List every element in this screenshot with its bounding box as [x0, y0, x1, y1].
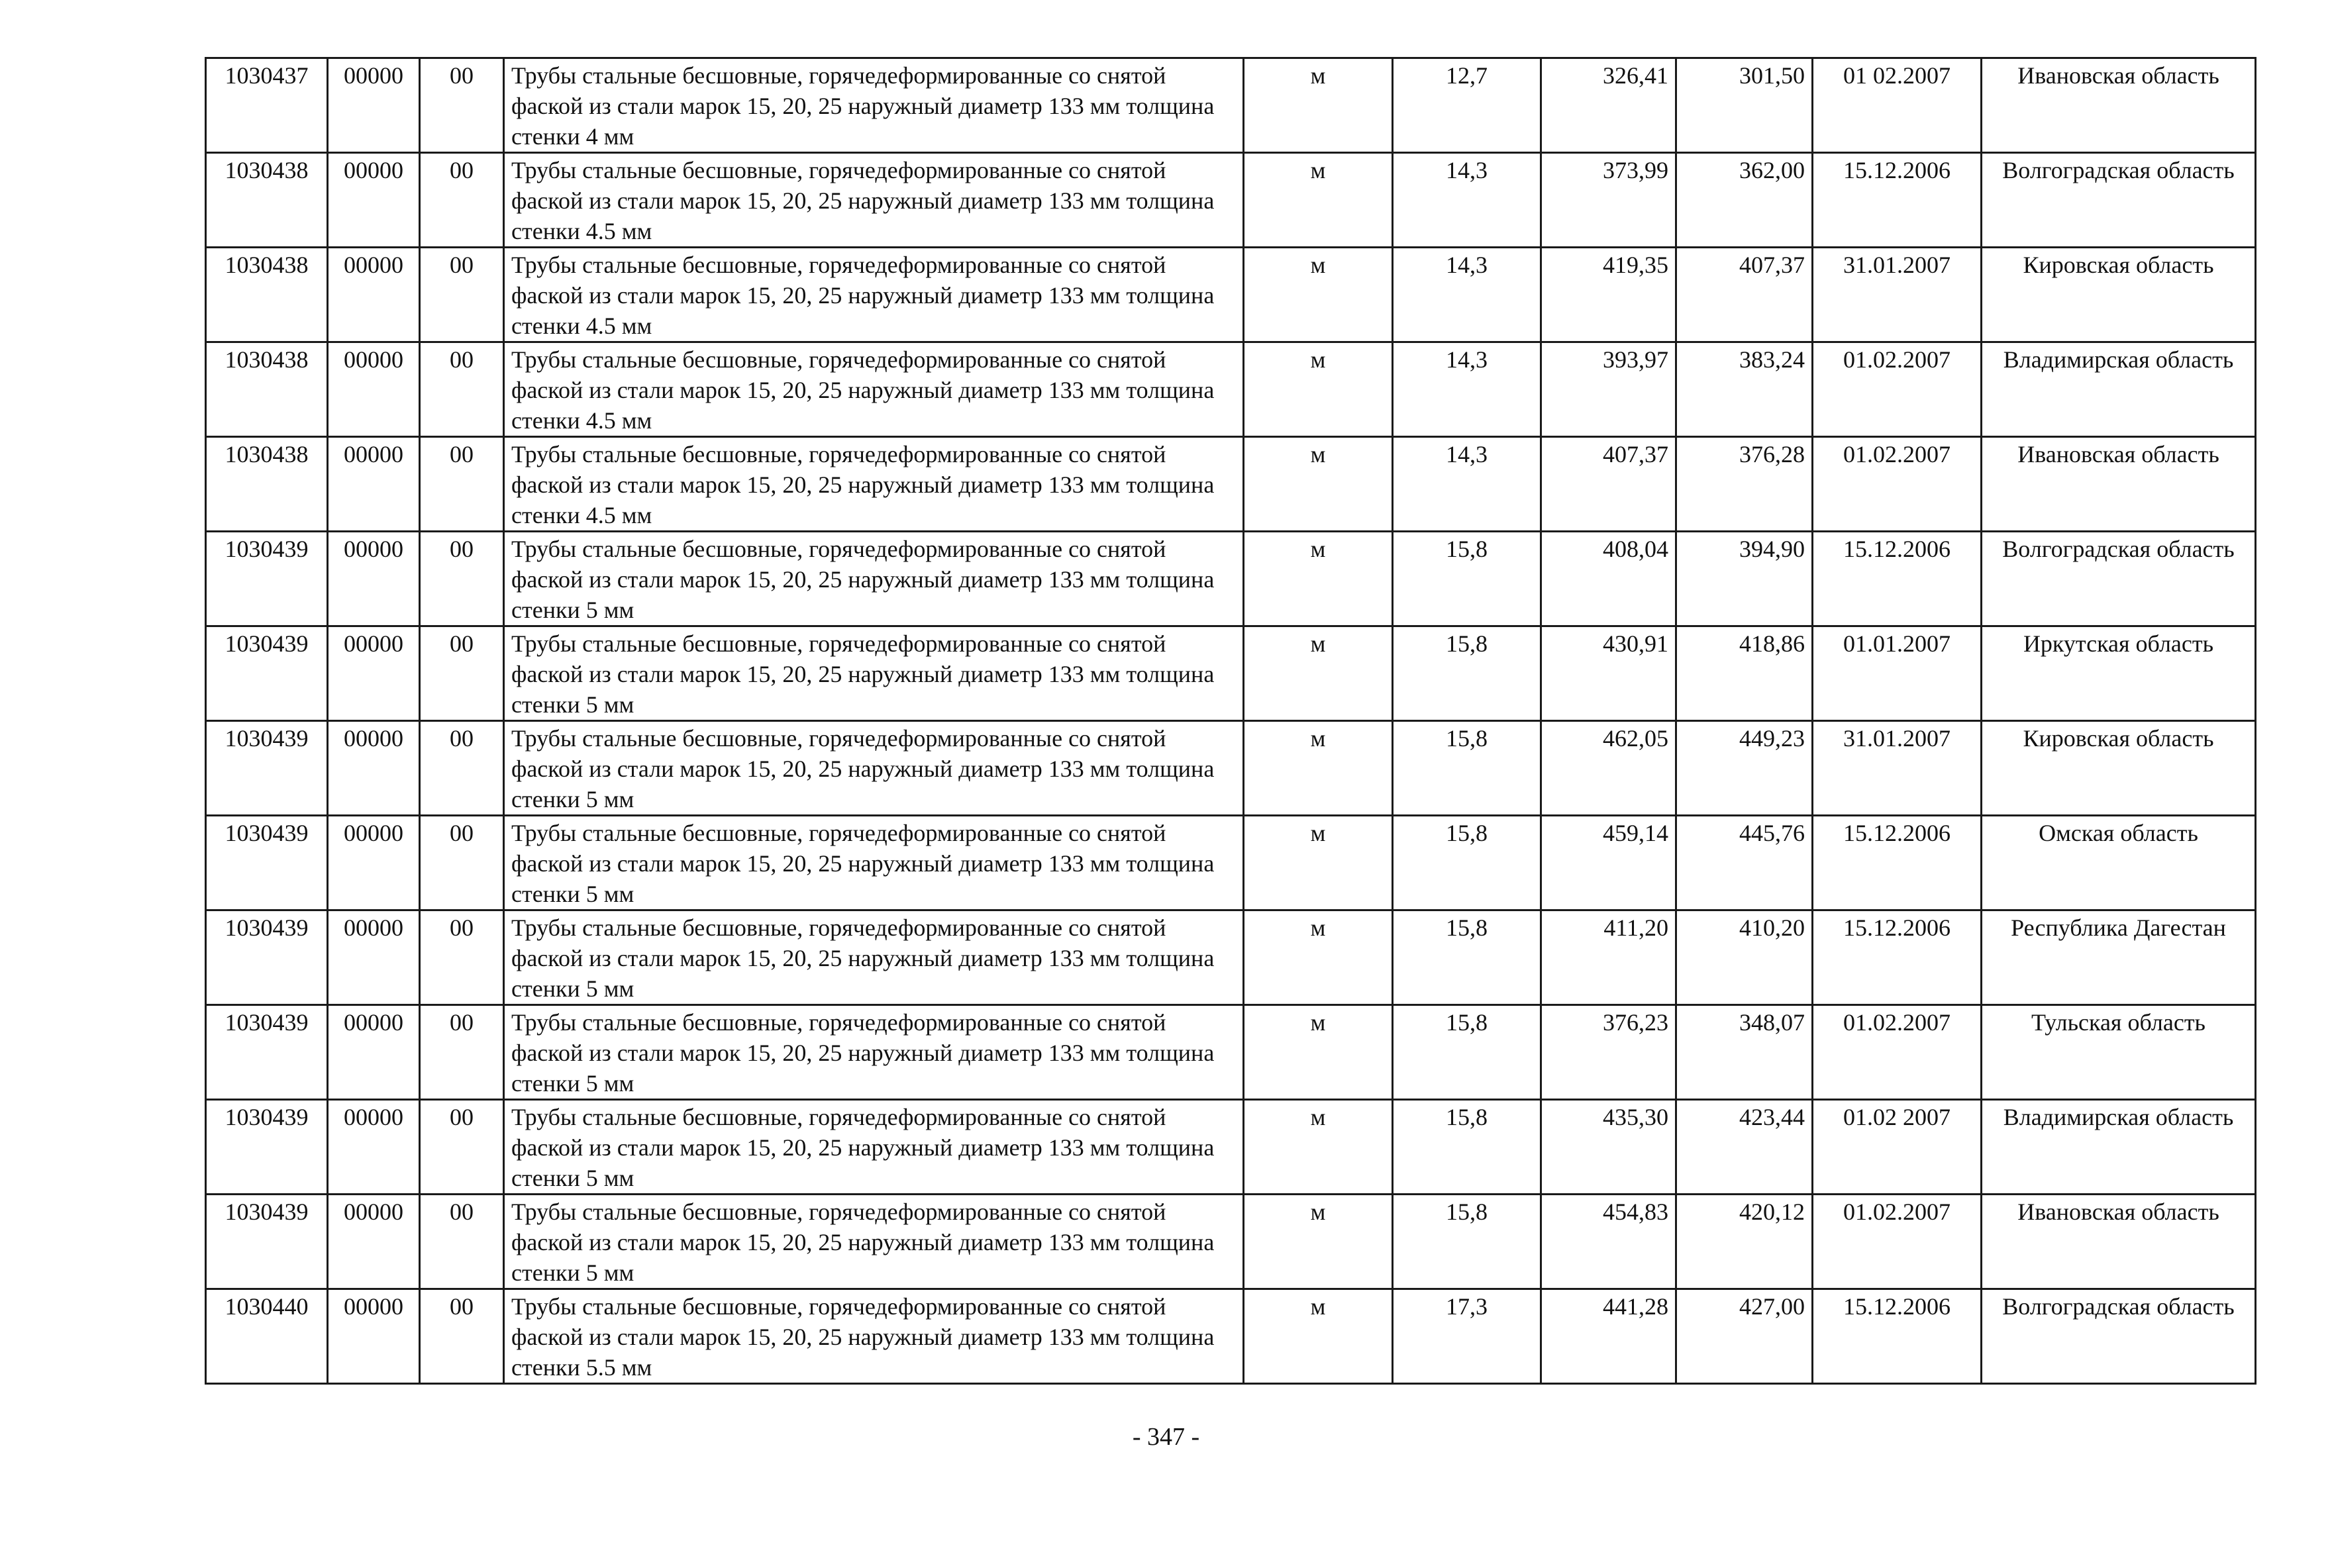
price-no-vat-cell: 348,07 [1676, 1005, 1813, 1100]
description-cell: Трубы стальные бесшовные, горячедеформированные со снятой фаской из стали марок 15, 20, 25 наружный диаметр 133 мм толщина стенки 5 мм [504, 910, 1244, 1005]
price-no-vat-cell: 301,50 [1676, 58, 1813, 153]
region-cell: Ивановская область [1982, 437, 2256, 532]
price-cell: 376,23 [1541, 1005, 1676, 1100]
unit-cell: м [1244, 532, 1393, 626]
description-cell: Трубы стальные бесшовные, горячедеформированные со снятой фаской из стали марок 15, 20, 25 наружный диаметр 133 мм толщина стенки 5 мм [504, 626, 1244, 721]
subcode-cell: 00000 [328, 1195, 420, 1289]
description-cell: Трубы стальные бесшовные, горячедеформированные со снятой фаской из стали марок 15, 20, 25 наружный диаметр 133 мм толщина стенки 4.5 мм [504, 153, 1244, 248]
description-cell: Трубы стальные бесшовные, горячедеформированные со снятой фаской из стали марок 15, 20, 25 наружный диаметр 133 мм толщина стенки 4 мм [504, 58, 1244, 153]
subcode2-cell: 00 [420, 532, 504, 626]
product-code-cell: 1030438 [206, 437, 328, 532]
table-row [206, 1100, 2256, 1195]
price-no-vat-cell: 394,90 [1676, 532, 1813, 626]
date-cell: 15.12.2006 [1813, 910, 1982, 1005]
price-cell: 441,28 [1541, 1289, 1676, 1384]
price-cell: 393,97 [1541, 342, 1676, 437]
subcode2-cell: 00 [420, 437, 504, 532]
subcode-cell: 00000 [328, 721, 420, 816]
product-code-cell: 1030439 [206, 1100, 328, 1195]
price-cell: 326,41 [1541, 58, 1676, 153]
unit-cell: м [1244, 721, 1393, 816]
table-row [206, 910, 2256, 1005]
unit-cell: м [1244, 816, 1393, 910]
description-cell: Трубы стальные бесшовные, горячедеформированные со снятой фаской из стали марок 15, 20, 25 наружный диаметр 133 мм толщина стенки 5 мм [504, 532, 1244, 626]
price-cell: 411,20 [1541, 910, 1676, 1005]
price-cell: 430,91 [1541, 626, 1676, 721]
subcode2-cell: 00 [420, 721, 504, 816]
subcode2-cell: 00 [420, 58, 504, 153]
region-cell: Владимирская область [1982, 342, 2256, 437]
region-cell: Тульская область [1982, 1005, 2256, 1100]
product-code-cell: 1030439 [206, 532, 328, 626]
table-row [206, 816, 2256, 910]
unit-cell: м [1244, 1005, 1393, 1100]
weight-cell: 14,3 [1393, 342, 1541, 437]
price-cell: 454,83 [1541, 1195, 1676, 1289]
price-cell: 459,14 [1541, 816, 1676, 910]
product-code-cell: 1030439 [206, 1195, 328, 1289]
weight-cell: 14,3 [1393, 248, 1541, 342]
subcode-cell: 00000 [328, 816, 420, 910]
subcode2-cell: 00 [420, 910, 504, 1005]
table-row [206, 248, 2256, 342]
date-cell: 15.12.2006 [1813, 1289, 1982, 1384]
description-cell: Трубы стальные бесшовные, горячедеформированные со снятой фаской из стали марок 15, 20, 25 наружный диаметр 133 мм толщина стенки 5 мм [504, 1195, 1244, 1289]
subcode-cell: 00000 [328, 626, 420, 721]
product-code-cell: 1030439 [206, 626, 328, 721]
weight-cell: 15,8 [1393, 816, 1541, 910]
subcode-cell: 00000 [328, 342, 420, 437]
table-row [206, 58, 2256, 153]
unit-cell: м [1244, 910, 1393, 1005]
region-cell: Кировская область [1982, 248, 2256, 342]
product-code-cell: 1030437 [206, 58, 328, 153]
date-cell: 01.02.2007 [1813, 342, 1982, 437]
unit-cell: м [1244, 437, 1393, 532]
date-cell: 31.01.2007 [1813, 248, 1982, 342]
region-cell: Кировская область [1982, 721, 2256, 816]
table-row [206, 626, 2256, 721]
product-code-cell: 1030439 [206, 721, 328, 816]
subcode2-cell: 00 [420, 248, 504, 342]
weight-cell: 15,8 [1393, 626, 1541, 721]
product-code-cell: 1030438 [206, 342, 328, 437]
price-no-vat-cell: 427,00 [1676, 1289, 1813, 1384]
unit-cell: м [1244, 58, 1393, 153]
product-code-cell: 1030439 [206, 1005, 328, 1100]
subcode2-cell: 00 [420, 153, 504, 248]
unit-cell: м [1244, 626, 1393, 721]
price-no-vat-cell: 423,44 [1676, 1100, 1813, 1195]
table-row [206, 721, 2256, 816]
price-no-vat-cell: 376,28 [1676, 437, 1813, 532]
region-cell: Омская область [1982, 816, 2256, 910]
region-cell: Волгоградская область [1982, 1289, 2256, 1384]
weight-cell: 15,8 [1393, 910, 1541, 1005]
date-cell: 01.02.2007 [1813, 437, 1982, 532]
table-row [206, 342, 2256, 437]
price-no-vat-cell: 407,37 [1676, 248, 1813, 342]
price-no-vat-cell: 418,86 [1676, 626, 1813, 721]
weight-cell: 17,3 [1393, 1289, 1541, 1384]
price-no-vat-cell: 445,76 [1676, 816, 1813, 910]
unit-cell: м [1244, 1289, 1393, 1384]
date-cell: 01 02.2007 [1813, 58, 1982, 153]
table-body [206, 58, 2256, 1384]
price-no-vat-cell: 420,12 [1676, 1195, 1813, 1289]
weight-cell: 15,8 [1393, 1100, 1541, 1195]
weight-cell: 14,3 [1393, 437, 1541, 532]
description-cell: Трубы стальные бесшовные, горячедеформированные со снятой фаской из стали марок 15, 20, 25 наружный диаметр 133 мм толщина стенки 5 мм [504, 1100, 1244, 1195]
region-cell: Владимирская область [1982, 1100, 2256, 1195]
description-cell: Трубы стальные бесшовные, горячедеформированные со снятой фаской из стали марок 15, 20, 25 наружный диаметр 133 мм толщина стенки 4.5 мм [504, 248, 1244, 342]
subcode-cell: 00000 [328, 58, 420, 153]
subcode-cell: 00000 [328, 910, 420, 1005]
product-code-cell: 1030438 [206, 153, 328, 248]
weight-cell: 15,8 [1393, 721, 1541, 816]
description-cell: Трубы стальные бесшовные, горячедеформированные со снятой фаской из стали марок 15, 20, 25 наружный диаметр 133 мм толщина стенки 4.5 мм [504, 437, 1244, 532]
subcode-cell: 00000 [328, 1100, 420, 1195]
price-no-vat-cell: 449,23 [1676, 721, 1813, 816]
region-cell: Республика Дагестан [1982, 910, 2256, 1005]
unit-cell: м [1244, 1100, 1393, 1195]
weight-cell: 15,8 [1393, 1005, 1541, 1100]
date-cell: 01.02.2007 [1813, 1195, 1982, 1289]
date-cell: 31.01.2007 [1813, 721, 1982, 816]
region-cell: Волгоградская область [1982, 532, 2256, 626]
subcode2-cell: 00 [420, 816, 504, 910]
price-cell: 373,99 [1541, 153, 1676, 248]
subcode-cell: 00000 [328, 153, 420, 248]
product-code-cell: 1030439 [206, 816, 328, 910]
unit-cell: м [1244, 1195, 1393, 1289]
date-cell: 15.12.2006 [1813, 816, 1982, 910]
date-cell: 15.12.2006 [1813, 532, 1982, 626]
table-row [206, 532, 2256, 626]
subcode2-cell: 00 [420, 1100, 504, 1195]
unit-cell: м [1244, 342, 1393, 437]
product-code-cell: 1030439 [206, 910, 328, 1005]
subcode-cell: 00000 [328, 532, 420, 626]
description-cell: Трубы стальные бесшовные, горячедеформированные со снятой фаской из стали марок 15, 20, 25 наружный диаметр 133 мм толщина стенки 5 мм [504, 816, 1244, 910]
subcode2-cell: 00 [420, 626, 504, 721]
description-cell: Трубы стальные бесшовные, горячедеформированные со снятой фаской из стали марок 15, 20, 25 наружный диаметр 133 мм толщина стенки 5 мм [504, 1005, 1244, 1100]
description-cell: Трубы стальные бесшовные, горячедеформированные со снятой фаской из стали марок 15, 20, 25 наружный диаметр 133 мм толщина стенки 5.5 мм [504, 1289, 1244, 1384]
subcode2-cell: 00 [420, 1005, 504, 1100]
unit-cell: м [1244, 248, 1393, 342]
subcode2-cell: 00 [420, 342, 504, 437]
weight-cell: 12,7 [1393, 58, 1541, 153]
subcode-cell: 00000 [328, 1005, 420, 1100]
date-cell: 01.02 2007 [1813, 1100, 1982, 1195]
price-no-vat-cell: 410,20 [1676, 910, 1813, 1005]
price-cell: 408,04 [1541, 532, 1676, 626]
description-cell: Трубы стальные бесшовные, горячедеформированные со снятой фаской из стали марок 15, 20, 25 наружный диаметр 133 мм толщина стенки 5 мм [504, 721, 1244, 816]
subcode-cell: 00000 [328, 437, 420, 532]
description-cell: Трубы стальные бесшовные, горячедеформированные со снятой фаской из стали марок 15, 20, 25 наружный диаметр 133 мм толщина стенки 4.5 мм [504, 342, 1244, 437]
price-no-vat-cell: 383,24 [1676, 342, 1813, 437]
region-cell: Ивановская область [1982, 1195, 2256, 1289]
product-code-cell: 1030440 [206, 1289, 328, 1384]
price-cell: 407,37 [1541, 437, 1676, 532]
region-cell: Ивановская область [1982, 58, 2256, 153]
region-cell: Иркутская область [1982, 626, 2256, 721]
weight-cell: 14,3 [1393, 153, 1541, 248]
region-cell: Волгоградская область [1982, 153, 2256, 248]
page-number: - 347 - [1132, 1423, 1200, 1451]
table-row [206, 1195, 2256, 1289]
price-cell: 419,35 [1541, 248, 1676, 342]
subcode-cell: 00000 [328, 1289, 420, 1384]
date-cell: 01.01.2007 [1813, 626, 1982, 721]
unit-cell: м [1244, 153, 1393, 248]
date-cell: 01.02.2007 [1813, 1005, 1982, 1100]
subcode2-cell: 00 [420, 1195, 504, 1289]
table-row [206, 1289, 2256, 1384]
weight-cell: 15,8 [1393, 532, 1541, 626]
price-table [205, 57, 2256, 1385]
date-cell: 15.12.2006 [1813, 153, 1982, 248]
price-cell: 462,05 [1541, 721, 1676, 816]
table-row [206, 1005, 2256, 1100]
price-cell: 435,30 [1541, 1100, 1676, 1195]
weight-cell: 15,8 [1393, 1195, 1541, 1289]
table-row [206, 437, 2256, 532]
price-no-vat-cell: 362,00 [1676, 153, 1813, 248]
subcode2-cell: 00 [420, 1289, 504, 1384]
subcode-cell: 00000 [328, 248, 420, 342]
table-row [206, 153, 2256, 248]
product-code-cell: 1030438 [206, 248, 328, 342]
